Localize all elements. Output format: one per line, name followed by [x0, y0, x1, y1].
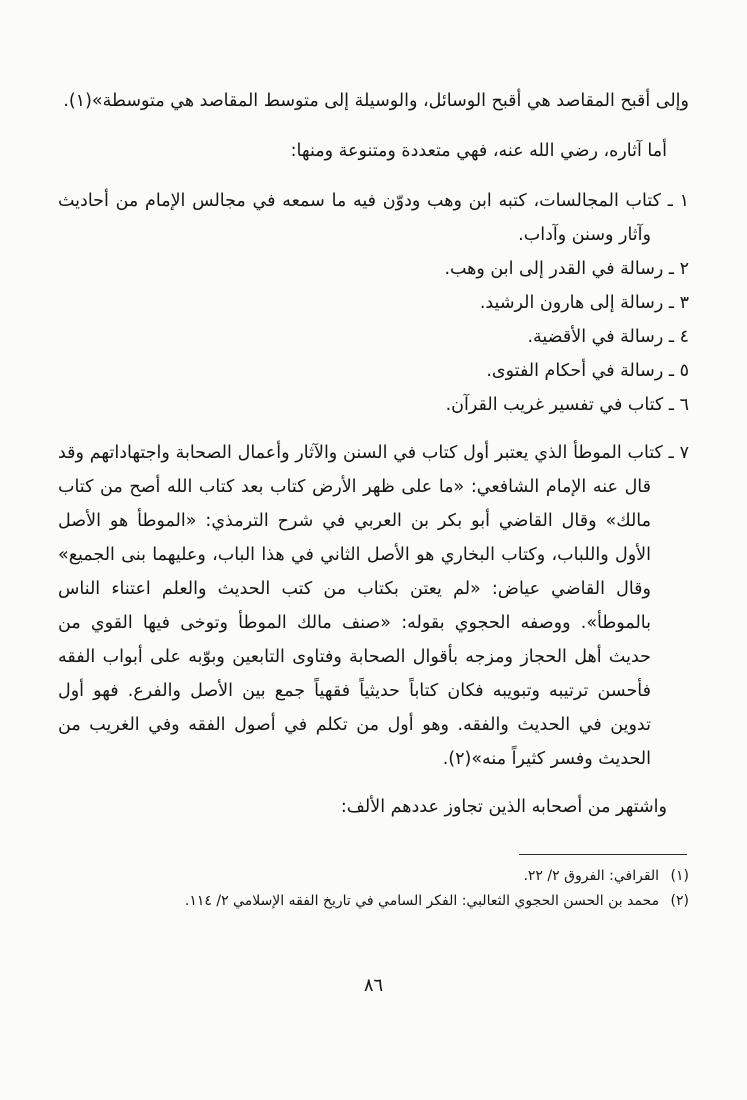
- footnote-text: محمد بن الحسن الحجوي الثعالبي: الفكر السامي في تاريخ الفقه الإسلامي ٢/ ١١٤.: [184, 893, 660, 909]
- list-item: [58, 354, 689, 388]
- list-item: [58, 252, 689, 286]
- footnote-marker: (٢): [670, 893, 689, 909]
- opening-paragraph: وإلى أقبح المقاصد هي أقبح الوسائل، والوسيلة إلى متوسط المقاصد هي متوسطة»(١).: [63, 91, 689, 111]
- page-number: ٨٦: [363, 975, 384, 996]
- list-item-number: ٧ ـ: [668, 443, 689, 463]
- list-item-text: رسالة في الأقضية.: [527, 327, 664, 347]
- list-item-number: ٦ ـ: [668, 395, 689, 415]
- footnote: [58, 889, 689, 914]
- list-item: [58, 286, 689, 320]
- list-item: [58, 184, 689, 252]
- footnote: [58, 864, 689, 889]
- list-item-text: كتاب الموطأ الذي يعتبر أول كتاب في السنن والآثار وأعمال الصحابة واجتهاداتهم وقد قال عنه الإمام الشافعي: «ما على ظهر الأرض كتاب بعد كتاب الله أصح من كتاب مالك» وقال القاضي أبو بكر بن العربي في شرح الترمذي: «الموطأ هو الأصل الأول واللباب، وكتاب البخاري هو الأصل الثاني في هذا الباب، وعليهما بنى الجميع» وقال القاضي عياض: «لم يعتن بكتاب من كتب الحديث والعلم اعتناء الناس بالموطأ». ووصفه الحجوي بقوله: «صنف مالك الموطأ وتوخى فيها القوي من حديث أهل الحجاز ومزجه بأقوال الصحابة وفتاوى التابعين وبوّبه على أبواب الفقه فأحسن ترتيبه وتبويبه فكان كتاباً حديثياً فقهياً جمع بين الأصل والفرع. فهو أول تدوين في الحديث والفقه. وهو أول من تكلم في أصول الفقه وفي الغريب من الحديث وفسر كثيراً منه»(٢).: [58, 443, 663, 769]
- list-item: [58, 388, 689, 422]
- footnotes-section: [58, 854, 689, 914]
- list-item: [58, 436, 689, 776]
- list-item-number: ٤ ـ: [668, 327, 689, 347]
- list-item-number: ١ ـ: [667, 191, 689, 211]
- footnote-text: القرافي: الفروق ٢/ ٢٢.: [523, 868, 660, 884]
- list-item-text: رسالة في أحكام الفتوى.: [486, 361, 664, 381]
- list-item-text: كتاب في تفسير غريب القرآن.: [445, 395, 664, 415]
- list-item-number: ٥ ـ: [668, 361, 689, 381]
- list-item-number: ٢ ـ: [668, 259, 689, 279]
- list-item: [58, 320, 689, 354]
- footnote-marker: (١): [670, 868, 689, 884]
- closing-line: واشتهر من أصحابه الذين تجاوز عددهم الألف:: [340, 797, 667, 817]
- list-item-text: كتاب المجالسات، كتبه ابن وهب ودوّن فيه ما سمعه في مجالس الإمام من أحاديث وآثار وسنن وآداب.: [58, 191, 661, 245]
- footnote-divider: [519, 854, 687, 855]
- intro-line: أما آثاره، رضي الله عنه، فهي متعددة ومتنوعة ومنها:: [290, 141, 667, 161]
- list-item-text: رسالة في القدر إلى ابن وهب.: [444, 259, 664, 279]
- list-item-text: رسالة إلى هارون الرشيد.: [479, 293, 664, 313]
- works-list: [58, 184, 689, 776]
- list-item-number: ٣ ـ: [668, 293, 689, 313]
